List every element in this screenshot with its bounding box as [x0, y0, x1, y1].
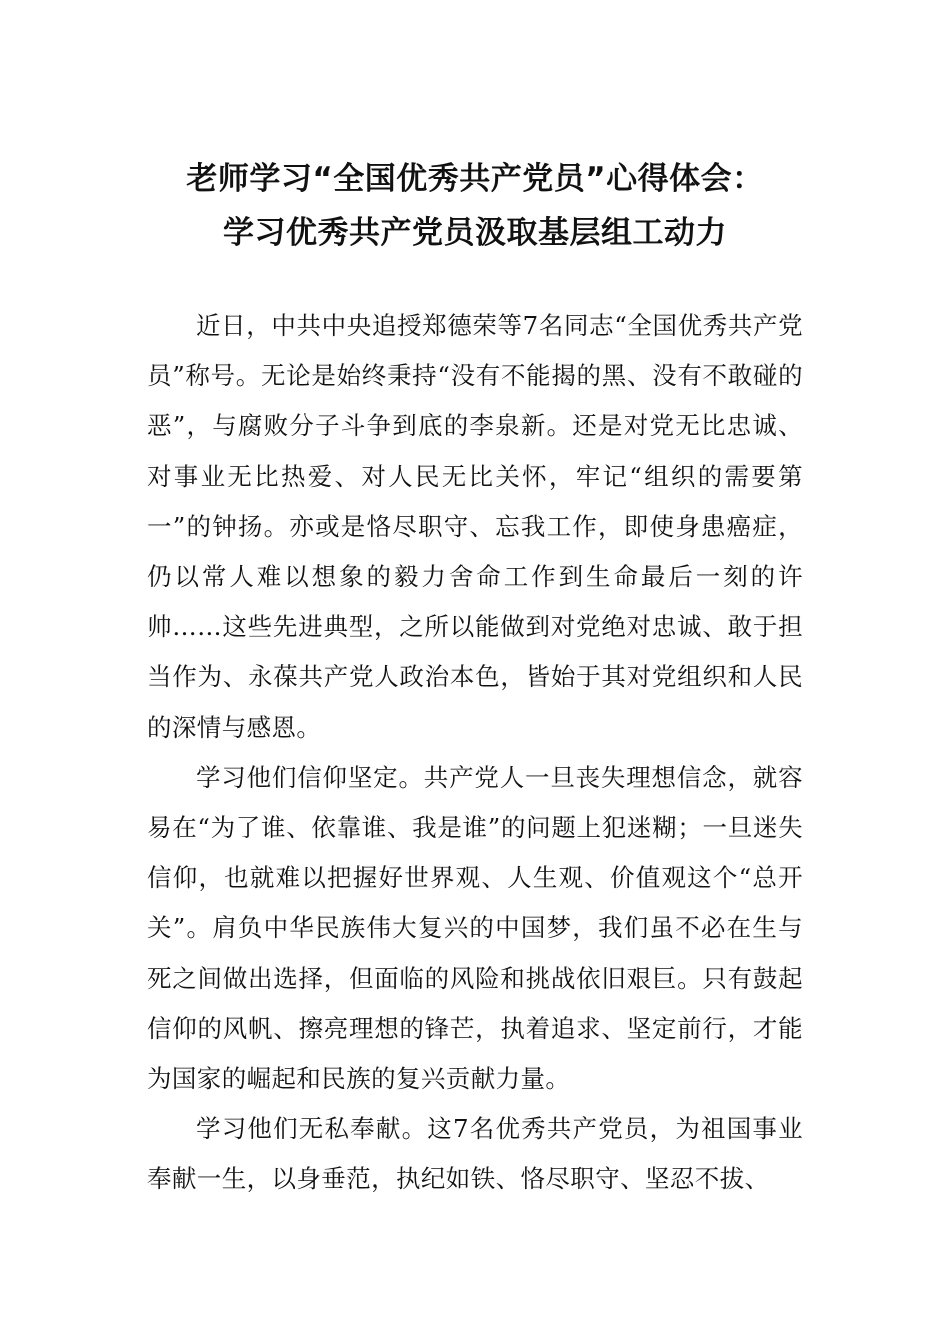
paragraph-2: 学习他们信仰坚定。共产党人一旦丧失理想信念，就容易在“为了谁、依靠谁、我是谁”的问题上犯迷糊；一旦迷失信仰，也就难以把握好世界观、人生观、价值观这个“总开关”。肩负中华民族伟大复兴的中国梦，我们虽不必在生与死之间做出选择，但面临的风险和挑战依旧艰巨。只有鼓起信仰的风帆、擦亮理想的锋芒，执着追求、坚定前行，才能为国家的崛起和民族的复兴贡献力量。: [147, 762, 803, 1094]
title-line-1: 老师学习“全国优秀共产党员”心得体会：: [186, 161, 764, 197]
document-title: [140, 152, 810, 260]
paragraph-1: 近日，中共中央追授郑德荣等7名同志“全国优秀共产党员”称号。无论是始终秉持“没有不能揭的黑、没有不敢碰的恶”，与腐败分子斗争到底的李泉新。还是对党无比忠诚、对事业无比热爱、对人民无比关怀，牢记“组织的需要第一”的钟扬。亦或是恪尽职守、忘我工作，即使身患癌症，仍以常人难以想象的毅力舍命工作到生命最后一刻的许帅……这些先进典型，之所以能做到对党绝对忠诚、敢于担当作为、永葆共产党人政治本色，皆始于其对党组织和人民的深情与感恩。: [147, 311, 803, 742]
paragraph-3: 学习他们无私奉献。这7名优秀共产党员，为祖国事业奉献一生，以身垂范，执纪如铁、恪尽职守、坚忍不拔、: [147, 1114, 803, 1194]
title-line-2: 学习优秀共产党员汲取基层组工动力: [223, 215, 727, 251]
document-body: [147, 301, 803, 1205]
